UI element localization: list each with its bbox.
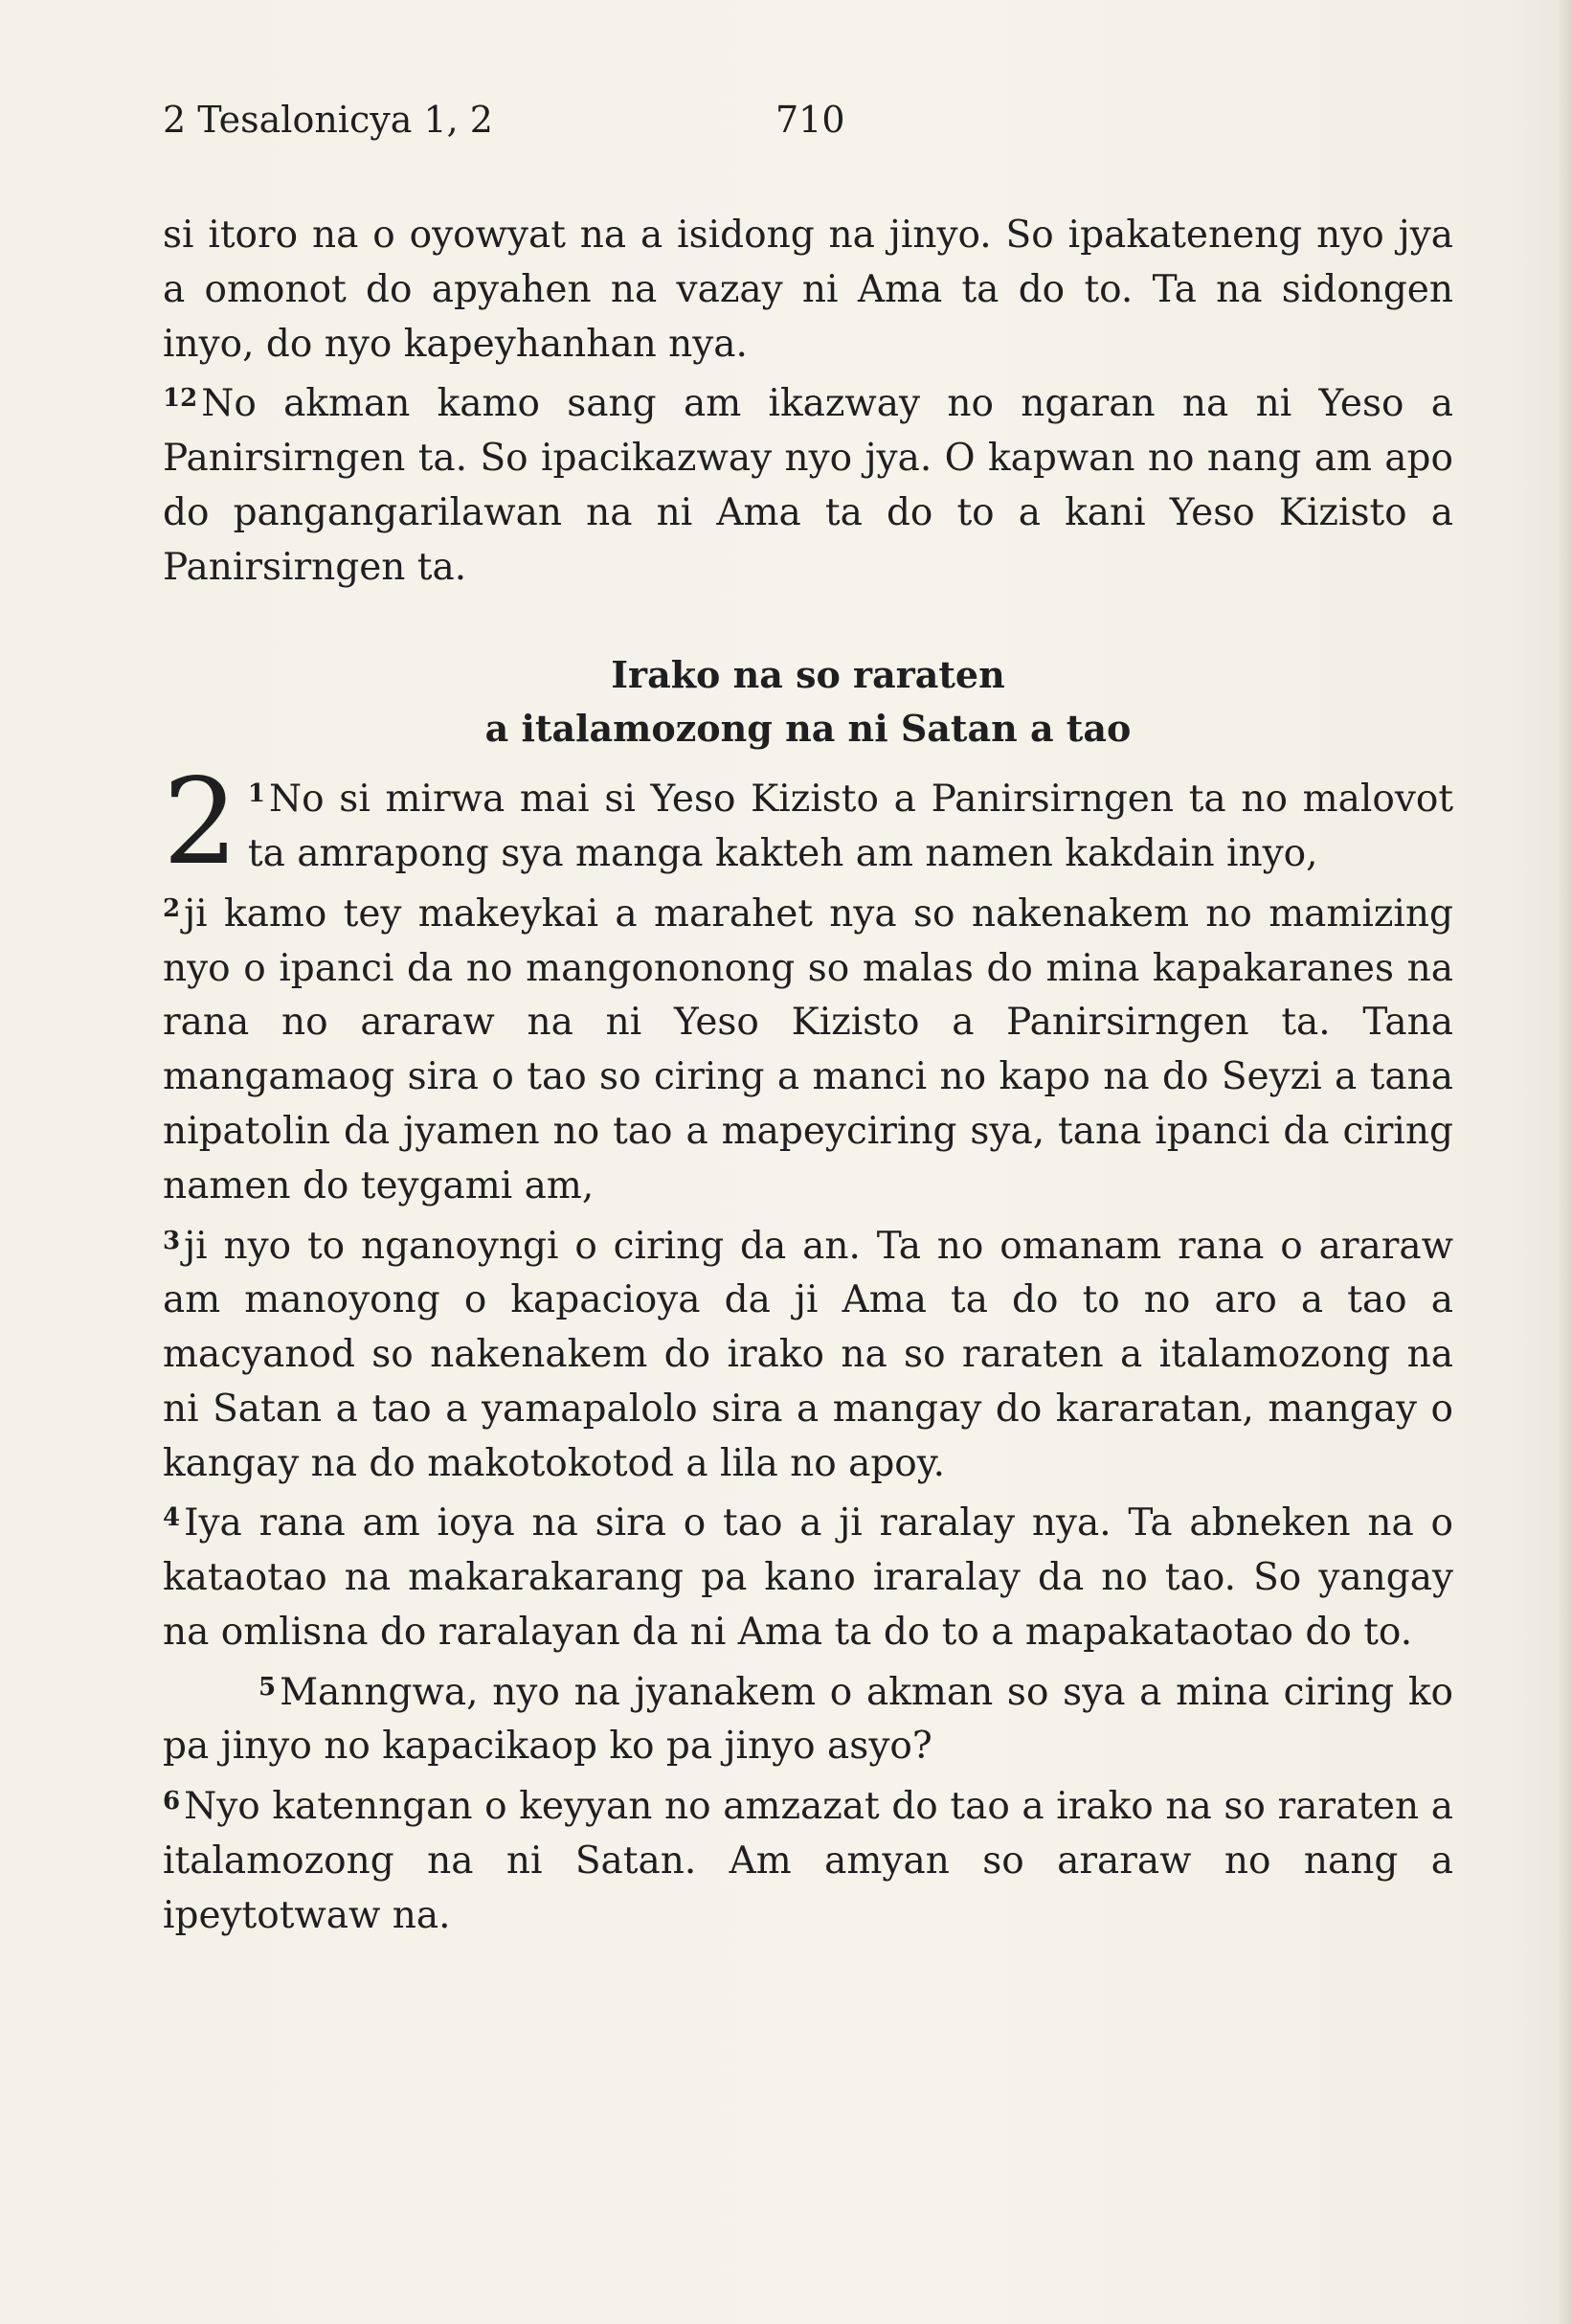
- verse-text: Nyo katenngan o keyyan no amzazat do tao a irako na so raraten a italamozong na ni Satan. Am amyan so araraw no nang a ipeytotwaw na.: [163, 1785, 1453, 1937]
- verse-number: 12: [163, 384, 198, 414]
- verse-3: [163, 1214, 1453, 1492]
- page-edge: [1559, 0, 1572, 2324]
- verse-12: [163, 372, 1453, 595]
- verse-number: 2: [163, 893, 181, 923]
- verse-number: 6: [163, 1787, 181, 1816]
- chapter-number: 2: [163, 754, 238, 892]
- verse-text: ji kamo tey makeykai a marahet nya so nakenakem no mamizing nyo o ipanci da no mangononong so malas do mina kapakaranes na rana no araraw na ni Yeso Kizisto a Panirsirngen ta. Tana mangamaog sira o tao so ciring a manci no kapo na do Seyzi a tana nipatolin da jyamen no tao a mapeyciring sya, tana ipanci da ciring namen do teygami am,: [163, 891, 1453, 1207]
- page-number: 710: [775, 99, 845, 141]
- verse-6: [163, 1774, 1453, 1943]
- verse-2: [163, 882, 1453, 1214]
- verse-number: 3: [163, 1226, 181, 1255]
- verse-text: Iya rana am ioya na sira o tao a ji raralay nya. Ta abneken na o kataotao na makarakarang pa kano iraralay da no tao. So yangay na omlisna do raralayan da ni Ama ta do to a mapakataotao do to.: [163, 1501, 1453, 1654]
- verse-1: [163, 754, 1453, 892]
- verse-number: 5: [258, 1672, 277, 1702]
- body-text: [163, 209, 1453, 1943]
- section-heading-line1: Irako na so raraten: [611, 653, 1005, 697]
- verse-text: Manngwa, nyo na jyanakem o akman so sya a mina ciring ko pa jinyo no kapacikaop ko pa jinyo asyo?: [163, 1670, 1453, 1769]
- verse-text: No si mirwa mai si Yeso Kizisto a Panirsirngen ta no malovot ta amrapong sya manga kakteh am namen kakdain inyo,: [247, 778, 1453, 876]
- verse-number: 1: [247, 779, 265, 809]
- verse-4: [163, 1491, 1453, 1659]
- book-reference: 2 Tesalonicya 1, 2: [163, 99, 493, 141]
- verse-number: 4: [163, 1503, 181, 1533]
- section-heading-line2: a italamozong na ni Satan a tao: [484, 707, 1132, 751]
- running-head: [163, 91, 1446, 148]
- continuation-paragraph: si itoro na o oyowyat na a isidong na jinyo. So ipakateneng nyo jya a omonot do apyahen na vazay ni Ama ta do to. Ta na sidongen inyo, do nyo kapeyhanhan nya.: [163, 214, 1453, 366]
- verse-5: [163, 1660, 1453, 1774]
- verse-text: No akman kamo sang am ikazway no ngaran na ni Yeso a Panirsirngen ta. So ipacikazway nyo jya. O kapwan no nang am apo do pangangarilawan na ni Ama ta do to a kani Yeso Kizisto a Panirsirngen ta.: [163, 382, 1453, 589]
- section-heading: [163, 648, 1453, 756]
- verse-text: ji nyo to nganoyngi o ciring da an. Ta no omanam rana o araraw am manoyong o kapacioya da ji Ama ta do to no aro a tao a macyanod so nakenakem do irako na so raraten a italamozong na ni Satan a tao a yamapalolo sira a mangay do kararatan, mangay o kangay na do makotokotod a lila no apoy.: [163, 1224, 1453, 1485]
